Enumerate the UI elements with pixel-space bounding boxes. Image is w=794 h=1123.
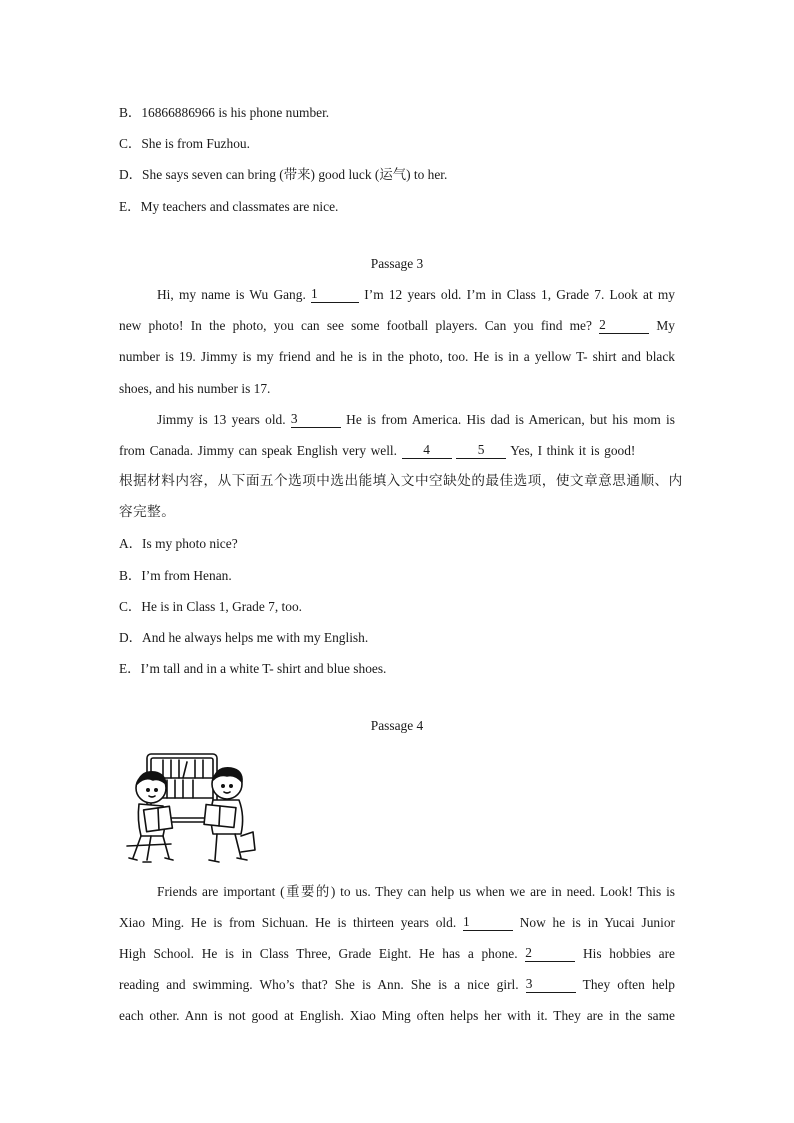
passage3-p2-line1 <box>119 404 675 435</box>
option-c: C．He is in Class 1, Grade 7, too. <box>119 598 302 614</box>
blank-2: 2 <box>525 945 575 962</box>
text: reading and swimming. Who’s that? She is Ann. She is a nice girl. <box>119 977 519 993</box>
text: Xiao Ming. He is from Sichuan. He is thirteen years old. <box>119 914 457 930</box>
text: They often help <box>582 977 676 993</box>
passage4-title: Passage 4 <box>370 718 424 734</box>
text: Hi, my name is Wu Gang. <box>157 286 306 302</box>
option-prev-d: D．She says seven can bring (带来) good luck (运气) to her. <box>119 167 448 183</box>
text: new photo! In the photo, you can see some football players. Can you find me? <box>119 318 592 334</box>
spacer <box>119 222 675 248</box>
option-a: A．Is my photo nice? <box>119 536 238 552</box>
text: I’m 12 years old. I’m in Class 1, Grade 7. Look at my <box>364 286 675 302</box>
option-d: D．And he always helps me with my English. <box>119 630 369 645</box>
instruction-line2: 容完整。 <box>119 504 176 521</box>
text: from Canada. Jimmy can speak English very well. <box>119 442 398 458</box>
passage4-line1: Friends are important (重要的) to us. They can help us when we are in need. Look! This is <box>157 883 675 899</box>
text: Now he is in Yucai Junior <box>519 914 675 930</box>
blank-3: 3 <box>526 976 576 993</box>
document-content <box>119 97 683 1032</box>
blank-4: 4 <box>402 442 452 459</box>
passage3-p1-line3: number is 19. Jimmy is my friend and he is in the photo, too. He is in a yellow T- shirt and black <box>119 349 675 365</box>
option-b: B．I’m from Henan. <box>119 567 232 583</box>
blank-5: 5 <box>456 442 506 459</box>
passage3-p1-line1 <box>119 279 675 310</box>
passage3-p2-line2 <box>119 435 675 466</box>
spacer <box>119 684 675 710</box>
passage3-title: Passage 3 <box>370 255 424 271</box>
passage4-line5: each other. Ann is not good at English. Xiao Ming often helps her with it. They are in the same <box>119 1008 675 1024</box>
two-boys-reading-illustration <box>123 750 263 868</box>
text: Jimmy is 13 years old. <box>157 411 286 427</box>
blank-1: 1 <box>463 914 513 931</box>
option-prev-c: C．She is from Fuzhou. <box>119 136 250 152</box>
blank-3: 3 <box>291 411 341 428</box>
text: His hobbies are <box>582 945 675 961</box>
blank-1: 1 <box>311 286 359 303</box>
instruction-line1: 根据材料内容，从下面五个选项中选出能填入文中空缺处的最佳选项，使文章意思通顺、内 <box>119 473 683 490</box>
option-prev-e: E．My teachers and classmates are nice. <box>119 198 339 214</box>
option-prev-b: B．16866886966 is his phone number. <box>119 105 330 120</box>
passage4-line3 <box>119 938 675 969</box>
text: High School. He is in Class Three, Grade Eight. He has a phone. <box>119 945 518 961</box>
passage4-line4 <box>119 969 675 1000</box>
text: He is from America. His dad is American, but his mom is <box>346 411 675 427</box>
passage3-p1-line4: shoes, and his number is 17. <box>119 380 271 396</box>
passage4-line2 <box>119 907 675 938</box>
text: My <box>656 318 675 334</box>
text: Yes, I think it is good! <box>510 442 636 458</box>
option-e: E．I’m tall and in a white T- shirt and blue shoes. <box>119 661 387 677</box>
passage3-p1-line2 <box>119 310 675 341</box>
blank-2: 2 <box>599 317 649 334</box>
